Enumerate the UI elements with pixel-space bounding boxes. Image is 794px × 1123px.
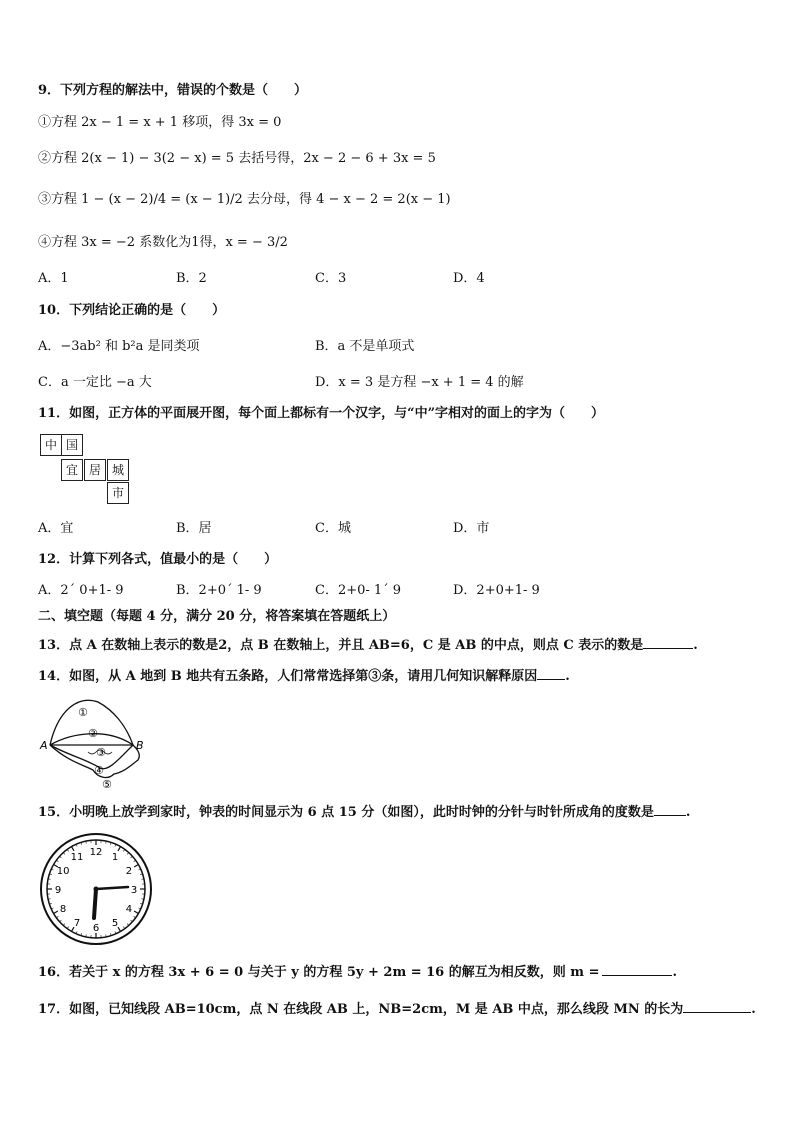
q17-answer-blank[interactable] [683, 999, 751, 1013]
q14-question: 14．如图，从 A 地到 B 地共有五条路，人们常常选择第③条，请用几何知识解释原因 [38, 669, 538, 684]
q9-item-4: ④方程 3x = −2 系数化为1得，x = − 3/2 [38, 235, 288, 250]
q9-option-b: B．2 [176, 271, 207, 286]
q13-answer-blank[interactable] [643, 635, 693, 649]
clock-tick [131, 920, 133, 922]
q16-question: 16．若关于 x 的方程 3x + 6 = 0 与关于 y 的方程 5y + 2m = 16 的解互为相反数，则 m = [38, 965, 600, 980]
net-cell-zhong: 中 [40, 434, 62, 456]
q9-stem: 9．下列方程的解法中，错误的个数是（ ） [38, 83, 308, 98]
q17-question: 17．如图，已知线段 AB=10cm，点 N 在线段 AB 上，NB=2cm，M 是 AB 中点，那么线段 MN 的长为 [38, 1002, 684, 1017]
q11-option-a: A．宜 [38, 521, 74, 536]
q9-option-a: A．1 [38, 271, 69, 286]
clock-numeral: 3 [130, 885, 138, 896]
label-path-1: ① [78, 706, 88, 719]
q13-period: . [693, 638, 698, 653]
clock-tick [118, 847, 121, 851]
q10-stem: 10．下列结论正确的是（ ） [38, 303, 226, 318]
clock-tick [63, 853, 65, 855]
q10-option-a: A．−3ab² 和 b²a 是同类项 [38, 339, 200, 354]
q15-period: . [685, 805, 691, 820]
cube-net-figure [38, 432, 138, 512]
clock-tick [131, 856, 133, 858]
q13-question: 13．点 A 在数轴上表示的数是2，点 B 在数轴上，并且 AB=6，C 是 AB 的中点，则点 C 表示的数是 [38, 638, 644, 653]
q12-option-c: C．2+0- 1´ 9 [315, 583, 402, 598]
clock-numeral: 2 [125, 866, 133, 877]
q9-item-1: ①方程 2x − 1 = x + 1 移项，得 3x = 0 [38, 115, 282, 130]
clock-tick [63, 924, 65, 926]
label-B: B [136, 739, 144, 752]
label-path-4: ④ [94, 764, 104, 777]
q16-period: . [672, 965, 677, 980]
q12-option-b: B．2+0´ 1- 9 [176, 583, 262, 598]
q14-period: . [565, 669, 570, 684]
q9-option-c: C．3 [315, 271, 347, 286]
clock-numeral: 11 [70, 852, 84, 864]
q15-question: 15．小明晚上放学到家时，钟表的时间显示为 6 点 15 分（如图），此时时钟的分针与时针所成角的度数是 [38, 805, 654, 820]
clock-tick [72, 847, 75, 851]
clock-numeral: 1 [111, 852, 119, 864]
net-cell-cheng: 城 [107, 459, 129, 481]
clock-numeral: 7 [73, 917, 81, 929]
net-cell-ju: 居 [84, 459, 106, 481]
net-cell-yi: 宜 [61, 459, 83, 481]
q9-item-2: ②方程 2(x − 1) − 3(2 − x) = 5 去括号得，2x − 2 − 6 + 3x = 5 [38, 151, 436, 166]
q15-answer-blank[interactable] [654, 802, 686, 816]
q9-item-3: ③方程 1 − (x − 2)/4 = (x − 1)/2 去分母，得 4 − x − 2 = 2(x − 1) [38, 192, 451, 207]
q12-option-d: D．2+0+1- 9 [453, 583, 540, 598]
q12-stem: 12．计算下列各式，值最小的是（ ） [38, 552, 278, 567]
clock-numeral: 5 [111, 917, 119, 929]
q9-option-d: D．4 [453, 271, 485, 286]
label-path-2: ② [88, 727, 98, 740]
q15-text [38, 802, 690, 822]
clock-tick [127, 853, 129, 855]
clock-tick [118, 927, 121, 931]
q11-option-b: B．居 [176, 521, 212, 536]
section-fill-in-title: 二、填空题（每题 4 分，满分 20 分，将答案填在答题纸上） [38, 609, 396, 624]
clock-center [94, 887, 99, 892]
q16-answer-blank[interactable] [602, 962, 672, 976]
q17-period: . [751, 1002, 756, 1017]
net-cell-shi: 市 [107, 482, 129, 504]
clock-tick [60, 856, 62, 858]
five-paths-figure [38, 690, 158, 790]
q16-text [38, 962, 677, 982]
path-4 [50, 745, 133, 769]
clock-numeral: 4 [125, 904, 133, 915]
q10-option-b: B．a 不是单项式 [315, 339, 415, 354]
clock-tick [54, 911, 58, 914]
clock-figure [38, 832, 154, 948]
q13-text [38, 635, 698, 655]
clock-numeral: 9 [54, 885, 62, 896]
minute-hand [96, 887, 128, 889]
clock-tick [134, 911, 138, 914]
net-cell-guo: 国 [61, 434, 83, 456]
q10-option-c: C．a 一定比 −a 大 [38, 375, 152, 390]
q14-answer-blank[interactable] [537, 666, 565, 680]
hour-hand [94, 889, 96, 918]
q17-text [38, 999, 756, 1019]
clock-numeral: 6 [92, 923, 100, 934]
clock-tick [127, 924, 129, 926]
label-A: A [40, 739, 48, 752]
label-path-3: ③ [96, 746, 106, 759]
q11-option-d: D．市 [453, 521, 490, 536]
clock-numeral: 12 [89, 847, 103, 858]
clock-numeral: 10 [56, 866, 70, 877]
clock-numeral: 8 [59, 904, 67, 915]
q11-stem: 11．如图，正方体的平面展开图，每个面上都标有一个汉字，与“中”字相对的面上的字为（ ） [38, 406, 605, 421]
clock-tick [60, 920, 62, 922]
q10-option-d: D．x = 3 是方程 −x + 1 = 4 的解 [315, 375, 524, 390]
label-path-5: ⑤ [102, 778, 112, 790]
q11-option-c: C．城 [315, 521, 351, 536]
clock-tick [134, 865, 138, 868]
q12-option-a: A．2´ 0+1- 9 [38, 583, 124, 598]
q14-text [38, 666, 570, 686]
